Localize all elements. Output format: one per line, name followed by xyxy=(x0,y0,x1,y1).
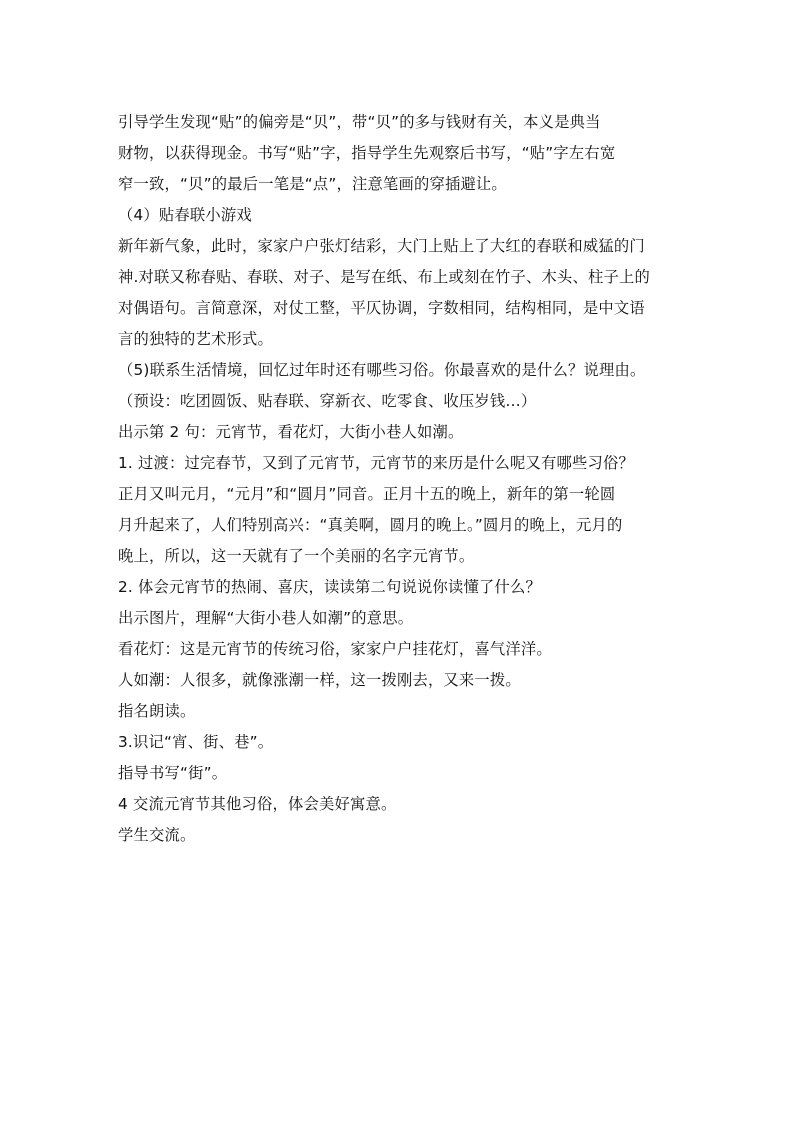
text-line: 看花灯：这是元宵节的传统习俗，家家户户挂花灯，喜气洋洋。 xyxy=(118,640,552,658)
text-line: 窄一致，“贝”的最后一笔是“点”，注意笔画的穿插避让。 xyxy=(118,175,507,193)
text-line: 神.对联又称春贴、春联、对子、是写在纸、布上或刻在竹子、木头、柱子上的 xyxy=(118,268,650,286)
text-line: 对偶语句。言简意深，对仗工整，平仄协调，字数相同，结构相同，是中文语 xyxy=(118,299,645,317)
document-body xyxy=(118,107,678,851)
text-line: 出示图片，理解“大街小巷人如潮”的意思。 xyxy=(118,609,414,627)
text-line: （预设：吃团圆饭、贴春联、穿新衣、吃零食、收压岁钱…） xyxy=(118,392,537,410)
text-line: 学生交流。 xyxy=(118,826,196,844)
text-line: 4 交流元宵节其他习俗，体会美好寓意。 xyxy=(118,795,397,813)
text-line: 月升起来了，人们特别高兴：“真美啊，圆月的晚上。”圆月的晚上，元月的 xyxy=(118,516,623,534)
text-line: 3.识记“宵、街、巷”。 xyxy=(118,733,274,751)
text-line: （5)联系生活情境，回忆过年时还有哪些习俗。你最喜欢的是什么？说理由。 xyxy=(118,361,646,379)
text-line: 指导书写“街”。 xyxy=(118,764,228,782)
text-line: 正月又叫元月，“元月”和“圆月”同音。正月十五的晚上，新年的第一轮圆 xyxy=(118,485,616,503)
text-line: 出示第 2 句：元宵节，看花灯，大街小巷人如潮。 xyxy=(118,423,464,441)
text-line: 言的独特的艺术形式。 xyxy=(118,330,273,348)
section-heading: （4）贴春联小游戏 xyxy=(118,206,252,224)
text-line: 新年新气象，此时，家家户户张灯结彩，大门上贴上了大红的春联和威猛的门 xyxy=(118,237,645,255)
text-line: 人如潮：人很多，就像涨潮一样，这一拨刚去，又来一拨。 xyxy=(118,671,521,689)
text-line: 指名朗读。 xyxy=(118,702,196,720)
text-line: 晚上，所以，这一天就有了一个美丽的名字元宵节。 xyxy=(118,547,475,565)
text-line: 引导学生发现“贴”的偏旁是“贝”，带“贝”的多与钱财有关，本义是典当 xyxy=(118,113,601,131)
text-line: 2. 体会元宵节的热闹、喜庆，读读第二句说说你读懂了什么？ xyxy=(118,578,541,596)
text-line: 财物，以获得现金。书写“贴”字，指导学生先观察后书写，“贴”字左右宽 xyxy=(118,144,616,162)
text-line: 1. 过渡：过完春节，又到了元宵节，元宵节的来历是什么呢又有哪些习俗？ xyxy=(118,454,634,472)
